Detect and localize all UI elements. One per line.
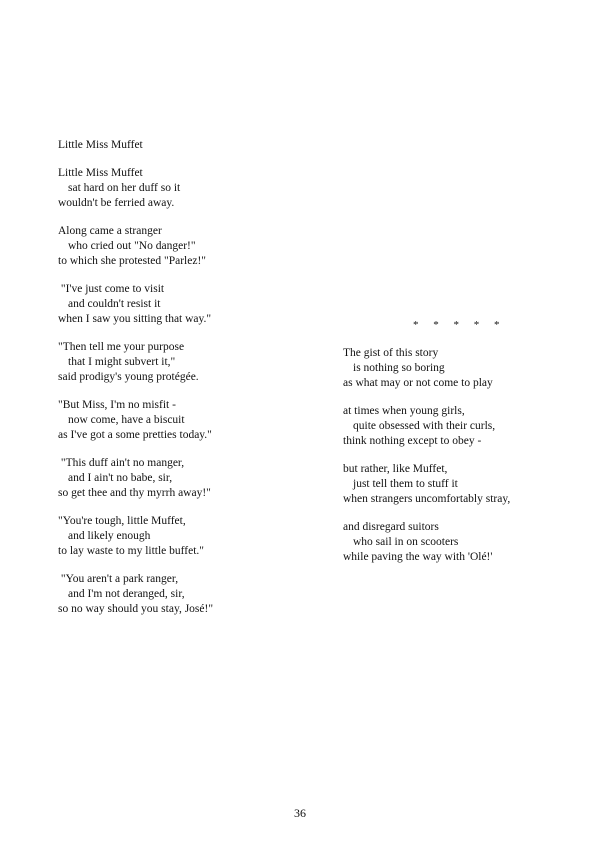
- stanza: [58, 340, 308, 385]
- poem-line: to lay waste to my little buffet.": [58, 545, 204, 557]
- poem-line: that I might subvert it,": [68, 356, 176, 368]
- poem-line: but rather, like Muffet,: [343, 463, 448, 475]
- poem-line: sat hard on her duff so it: [68, 182, 181, 194]
- poem-line: is nothing so boring: [353, 362, 445, 374]
- stanza: [343, 462, 583, 507]
- poem-line: "But Miss, I'm no misfit -: [58, 399, 176, 411]
- poem-line: who cried out "No danger!": [68, 240, 196, 252]
- poem-line: now come, have a biscuit: [68, 414, 185, 426]
- poem-line: just tell them to stuff it: [353, 478, 458, 490]
- poem-line: and likely enough: [68, 530, 151, 542]
- section-separator: * * * * *: [413, 319, 506, 331]
- poem-line: as what may or not come to play: [343, 377, 493, 389]
- poem-line: and disregard suitors: [343, 521, 439, 533]
- poem-line: and couldn't resist it: [68, 298, 161, 310]
- poem-line: who sail in on scooters: [353, 536, 459, 548]
- stanza: [58, 224, 308, 269]
- stanza: [58, 166, 308, 211]
- poem-line: "I've just come to visit: [58, 283, 165, 295]
- poem-line: said prodigy's young protégée.: [58, 371, 199, 383]
- poem-line: The gist of this story: [343, 347, 439, 359]
- poem-line: so get thee and thy myrrh away!": [58, 487, 211, 499]
- stanza: [58, 572, 308, 617]
- poem-line: while paving the way with 'Olé!': [343, 551, 493, 563]
- stanza: [343, 346, 583, 391]
- poem-line: as I've got a some pretties today.": [58, 429, 212, 441]
- stanza: [58, 282, 308, 327]
- poem-line: "You aren't a park ranger,: [58, 573, 179, 585]
- poem-title: Little Miss Muffet: [58, 139, 143, 151]
- stanza: [58, 514, 308, 559]
- poem-line: and I ain't no babe, sir,: [68, 472, 173, 484]
- right-column: [343, 318, 583, 578]
- poem-line: "You're tough, little Muffet,: [58, 515, 186, 527]
- poem-line: and I'm not deranged, sir,: [68, 588, 185, 600]
- poem-line: "Then tell me your purpose: [58, 341, 185, 353]
- poem-line: "This duff ain't no manger,: [58, 457, 185, 469]
- poem-line: at times when young girls,: [343, 405, 465, 417]
- stanza: [343, 520, 583, 565]
- left-stanzas: [58, 166, 308, 617]
- page-number: 36: [294, 806, 306, 820]
- poem-line: Along came a stranger: [58, 225, 162, 237]
- poem-line: so no way should you stay, José!": [58, 603, 214, 615]
- right-stanzas: [343, 346, 583, 565]
- poem-line: to which she protested "Parlez!": [58, 255, 206, 267]
- poem-line: Little Miss Muffet: [58, 167, 143, 179]
- stanza: [343, 404, 583, 449]
- poem-line: wouldn't be ferried away.: [58, 197, 175, 209]
- poem-line: when I saw you sitting that way.": [58, 313, 212, 325]
- left-column: [58, 138, 308, 630]
- stanza: [58, 398, 308, 443]
- poem-line: think nothing except to obey -: [343, 435, 482, 447]
- poem-line: when strangers uncomfortably stray,: [343, 493, 511, 505]
- poem-line: quite obsessed with their curls,: [353, 420, 496, 432]
- stanza: [58, 456, 308, 501]
